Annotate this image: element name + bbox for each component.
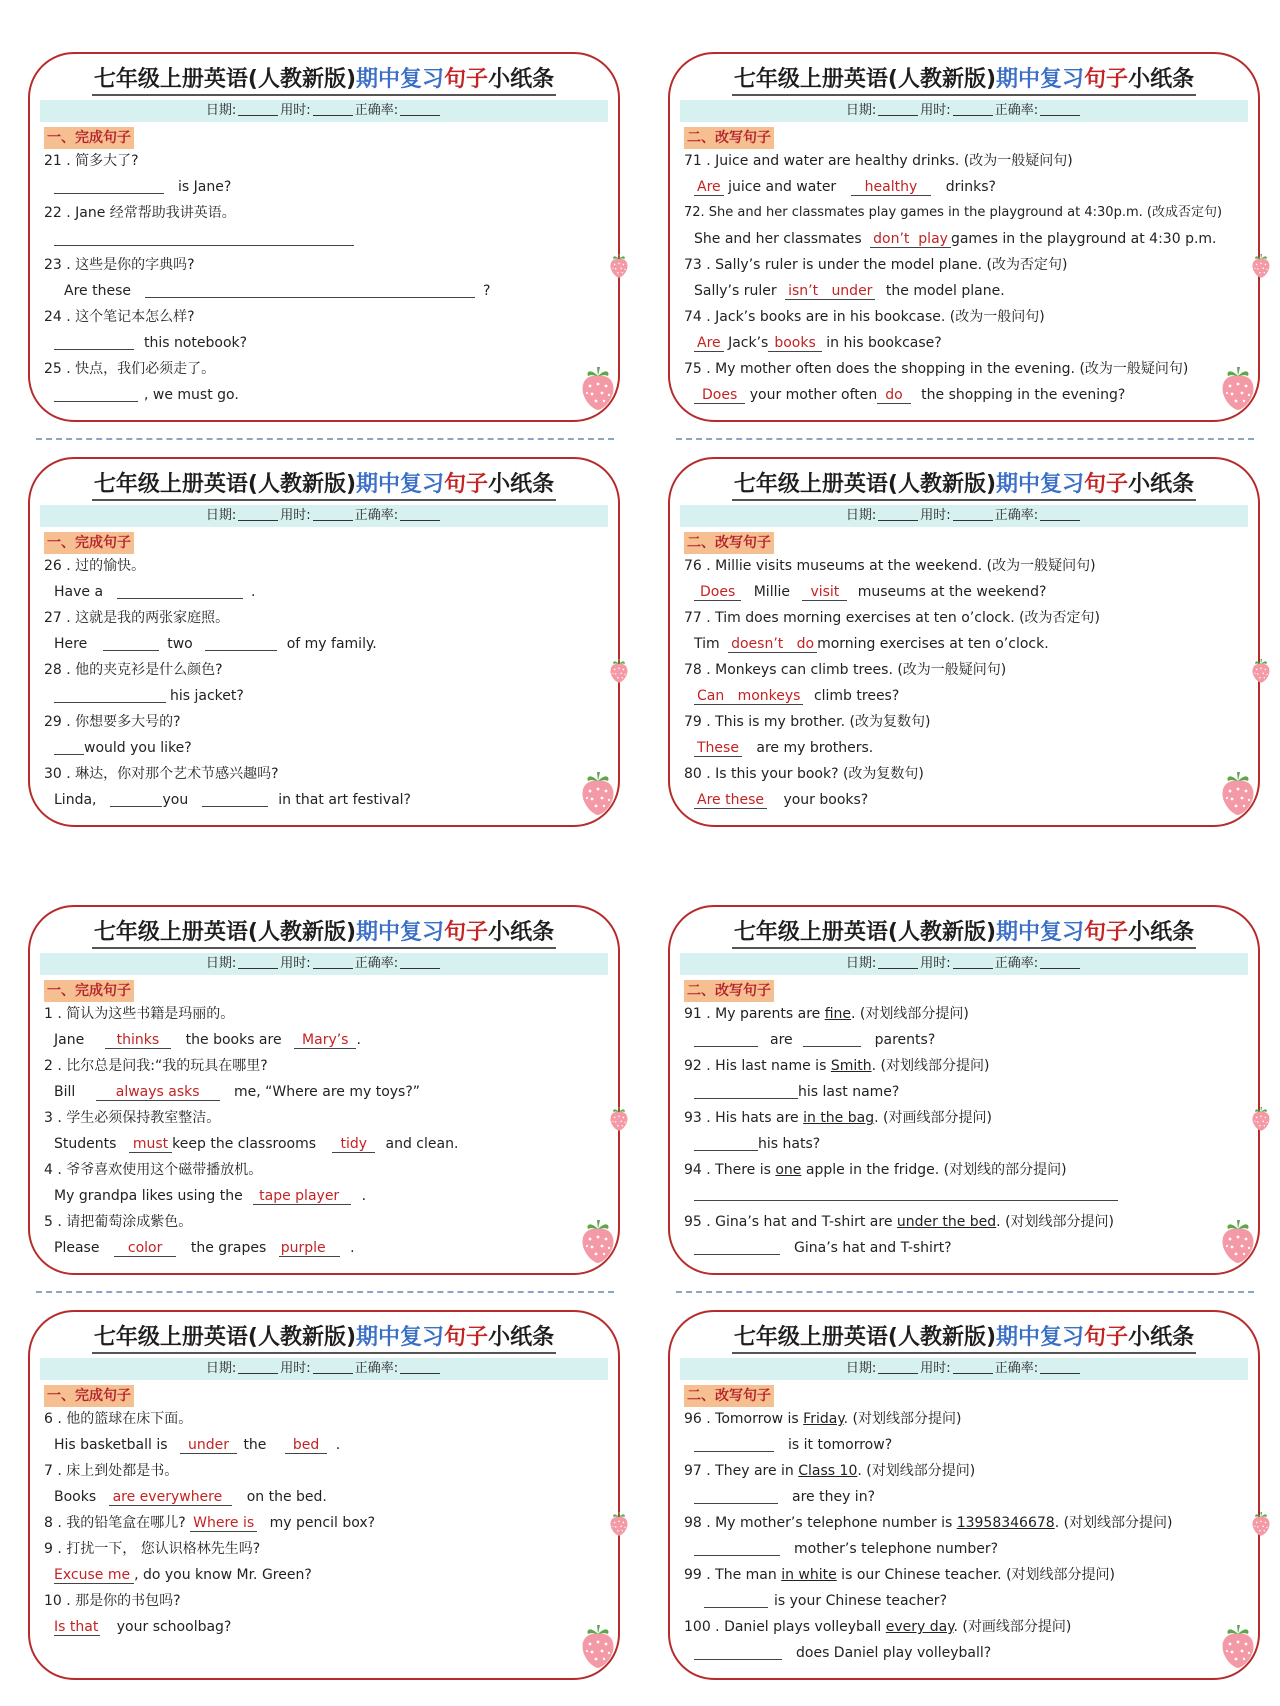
answer-95: Gina’s hat and T-shirt? bbox=[694, 1238, 952, 1258]
answer-word: Excuse me bbox=[54, 1567, 134, 1584]
blank[interactable] bbox=[694, 1643, 782, 1660]
info-bar: 日期: 用时: 正确率: bbox=[680, 1358, 1248, 1380]
title-underline bbox=[92, 499, 556, 501]
strawberry-icon bbox=[608, 1510, 630, 1536]
answer-71: Are juice and water healthy drinks? bbox=[694, 177, 996, 197]
answer-22 bbox=[54, 229, 354, 249]
section-label: 一、完成句子 bbox=[44, 127, 134, 149]
strawberry-icon bbox=[1218, 364, 1258, 410]
question-28: 28 . 他的夹克衫是什么颜色? bbox=[44, 662, 223, 678]
strawberry-icon bbox=[608, 657, 630, 683]
answer-word: visit bbox=[802, 584, 847, 601]
question-7: 7 . 床上到处都是书。 bbox=[44, 1463, 179, 1479]
answer-word: tidy bbox=[332, 1136, 375, 1153]
answer-91: are parents? bbox=[694, 1030, 935, 1050]
card-title: 七年级上册英语(人教新版)期中复习句子小纸条 bbox=[93, 920, 555, 945]
question-72: 72. She and her classmates play games in the playground at 4:30p.m. (改成否定句) bbox=[684, 205, 1223, 220]
note-card-6-10 bbox=[28, 1310, 620, 1680]
answer-76: Does Millie visit museums at the weekend? bbox=[694, 582, 1046, 602]
section-label: 二、改写句子 bbox=[684, 532, 774, 554]
question-25: 25 . 快点，我们必须走了。 bbox=[44, 361, 216, 377]
answer-10: Is that your schoolbag? bbox=[54, 1619, 232, 1635]
question-5: 5 . 请把葡萄涂成紫色。 bbox=[44, 1214, 193, 1230]
strawberry-icon bbox=[578, 769, 618, 815]
question-10: 10 . 那是你的书包吗? bbox=[44, 1593, 181, 1609]
blank[interactable] bbox=[694, 1184, 1118, 1201]
info-bar: 日期: 用时: 正确率: bbox=[40, 1358, 608, 1380]
note-card-76-80 bbox=[668, 457, 1260, 827]
question-8: 8 . 我的铅笔盒在哪儿? Where is my pencil box? bbox=[44, 1515, 376, 1531]
answer-72: She and her classmates don’t play games in the playground at 4:30 p.m. bbox=[694, 231, 1217, 247]
answer-6: His basketball is under the bed . bbox=[54, 1437, 341, 1453]
info-bar: 日期: 用时: 正确率: bbox=[40, 953, 608, 975]
blank[interactable] bbox=[694, 1030, 758, 1047]
answer-word: purple bbox=[279, 1240, 340, 1257]
question-75: 75 . My mother often does the shopping in the evening. (改为一般疑问句) bbox=[684, 361, 1189, 377]
answer-word: must bbox=[129, 1136, 172, 1153]
card-title: 七年级上册英语(人教新版)期中复习句子小纸条 bbox=[733, 1325, 1195, 1350]
info-bar: 日期: 用时: 正确率: bbox=[680, 100, 1248, 122]
card-title: 七年级上册英语(人教新版)期中复习句子小纸条 bbox=[93, 67, 555, 92]
answer-97: are they in? bbox=[694, 1487, 875, 1507]
separator-line bbox=[676, 1291, 1254, 1293]
answer-30: Linda, you in that art festival? bbox=[54, 792, 411, 808]
question-93: 93 . His hats are in the bag. (对画线部分提问) bbox=[684, 1110, 992, 1126]
title-underline bbox=[92, 94, 556, 96]
strawberry-icon bbox=[1250, 657, 1272, 683]
answer-29: would you like? bbox=[54, 738, 192, 758]
blank[interactable] bbox=[694, 1487, 778, 1504]
title-underline bbox=[92, 947, 556, 949]
answer-word: under bbox=[180, 1437, 237, 1454]
answer-word: Where is bbox=[190, 1515, 257, 1532]
question-78: 78 . Monkeys can climb trees. (改为一般疑问句) bbox=[684, 662, 1007, 678]
answer-92: his last name? bbox=[694, 1082, 899, 1102]
question-24: 24 . 这个笔记本怎么样? bbox=[44, 309, 195, 325]
title-underline bbox=[732, 499, 1196, 501]
answer-word: isn’t under bbox=[785, 283, 875, 300]
answer-5: Please color the grapes purple . bbox=[54, 1240, 355, 1256]
answer-74: Are Jack’s books in his bookcase? bbox=[694, 333, 942, 353]
info-bar: 日期: 用时: 正确率: bbox=[680, 953, 1248, 975]
blank[interactable] bbox=[205, 634, 277, 651]
answer-78: Can monkeys climb trees? bbox=[694, 686, 899, 706]
question-100: 100 . Daniel plays volleyball every day. (对画线部分提问) bbox=[684, 1619, 1072, 1635]
question-99: 99 . The man in white is our Chinese teacher. (对划线部分提问) bbox=[684, 1567, 1116, 1583]
strawberry-icon bbox=[578, 364, 618, 410]
blank[interactable] bbox=[145, 281, 475, 298]
answer-word: books bbox=[768, 335, 821, 352]
question-30: 30 . 琳达，你对那个艺术节感兴趣吗? bbox=[44, 766, 279, 782]
blank[interactable] bbox=[694, 1238, 780, 1255]
title-underline bbox=[732, 94, 1196, 96]
answer-word: thinks bbox=[105, 1032, 172, 1049]
section-label: 二、改写句子 bbox=[684, 980, 774, 1002]
question-92: 92 . His last name is Smith. (对划线部分提问) bbox=[684, 1058, 990, 1074]
section-label: 一、完成句子 bbox=[44, 980, 134, 1002]
card-title: 七年级上册英语(人教新版)期中复习句子小纸条 bbox=[733, 920, 1195, 945]
title-underline bbox=[732, 947, 1196, 949]
strawberry-icon bbox=[608, 1105, 630, 1131]
answer-96: is it tomorrow? bbox=[694, 1435, 892, 1455]
info-bar: 日期: 用时: 正确率: bbox=[40, 100, 608, 122]
blank[interactable] bbox=[54, 333, 134, 350]
answer-word: Can monkeys bbox=[694, 688, 803, 705]
answer-word: don’t play bbox=[870, 231, 951, 248]
section-label: 二、改写句子 bbox=[684, 127, 774, 149]
info-bar: 日期: 用时: 正确率: bbox=[680, 505, 1248, 527]
answer-word: Does bbox=[694, 387, 745, 404]
question-23: 23 . 这些是你的字典吗? bbox=[44, 257, 195, 273]
question-73: 73 . Sally’s ruler is under the model plane. (改为否定句) bbox=[684, 257, 1068, 273]
question-71: 71 . Juice and water are healthy drinks. (改为一般疑问句) bbox=[684, 153, 1073, 169]
blank[interactable] bbox=[54, 738, 84, 755]
blank[interactable] bbox=[694, 1435, 774, 1452]
answer-77: Tim doesn’t do morning exercises at ten o’clock. bbox=[694, 636, 1049, 652]
answer-word: Is that bbox=[54, 1619, 99, 1635]
title-underline bbox=[92, 1352, 556, 1354]
blank[interactable] bbox=[694, 1082, 798, 1099]
strawberry-icon bbox=[578, 1622, 618, 1668]
answer-word: tape player bbox=[253, 1188, 351, 1205]
strawberry-icon bbox=[1250, 1510, 1272, 1536]
section-label: 一、完成句子 bbox=[44, 1385, 134, 1407]
question-80: 80 . Is this your book? (改为复数句) bbox=[684, 766, 924, 782]
question-6: 6 . 他的篮球在床下面。 bbox=[44, 1411, 193, 1427]
answer-100: does Daniel play volleyball? bbox=[694, 1643, 991, 1663]
strawberry-icon bbox=[1250, 1105, 1272, 1131]
note-card-96-100 bbox=[668, 1310, 1260, 1680]
separator-line bbox=[36, 1291, 614, 1293]
question-29: 29 . 你想要多大号的? bbox=[44, 714, 181, 730]
question-98: 98 . My mother’s telephone number is 13958346678. (对划线部分提问) bbox=[684, 1515, 1173, 1531]
blank[interactable] bbox=[54, 385, 138, 402]
blank[interactable] bbox=[704, 1591, 768, 1608]
blank[interactable] bbox=[694, 1539, 780, 1556]
card-title: 七年级上册英语(人教新版)期中复习句子小纸条 bbox=[93, 1325, 555, 1350]
question-9: 9 . 打扰一下， 您认识格林先生吗? bbox=[44, 1541, 261, 1557]
question-79: 79 . This is my brother. (改为复数句) bbox=[684, 714, 931, 730]
answer-word: Are bbox=[694, 179, 724, 196]
answer-word: do bbox=[877, 387, 910, 404]
question-94: 94 . There is one apple in the fridge. (对划线的部分提问) bbox=[684, 1162, 1067, 1178]
blank[interactable] bbox=[803, 1030, 861, 1047]
answer-word: are everywhere bbox=[109, 1489, 233, 1506]
answer-word: color bbox=[114, 1240, 176, 1257]
blank[interactable] bbox=[694, 1134, 758, 1151]
title-underline bbox=[732, 1352, 1196, 1354]
question-97: 97 . They are in Class 10. (对划线部分提问) bbox=[684, 1463, 976, 1479]
answer-73: Sally’s ruler isn’t under the model plane. bbox=[694, 283, 1005, 299]
question-95: 95 . Gina’s hat and T-shirt are under the bed. (对划线部分提问) bbox=[684, 1214, 1114, 1230]
question-26: 26 . 过的愉快。 bbox=[44, 558, 146, 574]
card-title: 七年级上册英语(人教新版)期中复习句子小纸条 bbox=[733, 472, 1195, 497]
info-bar: 日期: 用时: 正确率: bbox=[40, 505, 608, 527]
question-1: 1 . 简认为这些书籍是玛丽的。 bbox=[44, 1006, 235, 1022]
note-card-71-75 bbox=[668, 52, 1260, 422]
answer-1: Jane thinks the books are Mary’s . bbox=[54, 1032, 361, 1048]
blank[interactable] bbox=[117, 582, 243, 599]
question-22: 22 . Jane 经常帮助我讲英语。 bbox=[44, 205, 236, 221]
answer-99: is your Chinese teacher? bbox=[694, 1591, 947, 1611]
answer-94 bbox=[694, 1184, 1118, 1204]
note-card-91-95 bbox=[668, 905, 1260, 1275]
answer-21: is Jane? bbox=[54, 177, 231, 197]
question-4: 4 . 爷爷喜欢使用这个磁带播放机。 bbox=[44, 1162, 263, 1178]
answer-3: Students must keep the classrooms tidy and clean. bbox=[54, 1136, 459, 1152]
answer-word: Are these bbox=[694, 792, 767, 809]
answer-28: his jacket? bbox=[54, 686, 244, 706]
blank[interactable] bbox=[103, 634, 159, 651]
question-21: 21 . 简多大了? bbox=[44, 153, 139, 169]
answer-word: Does bbox=[694, 584, 741, 601]
answer-26: Have a . bbox=[54, 584, 256, 600]
question-76: 76 . Millie visits museums at the weekend. (改为一般疑问句) bbox=[684, 558, 1096, 574]
question-77: 77 . Tim does morning exercises at ten o’clock. (改为否定句) bbox=[684, 610, 1101, 626]
answer-98: mother’s telephone number? bbox=[694, 1539, 998, 1559]
strawberry-icon bbox=[1218, 1622, 1258, 1668]
strawberry-icon bbox=[1218, 769, 1258, 815]
answer-4: My grandpa likes using the tape player . bbox=[54, 1188, 367, 1204]
question-96: 96 . Tomorrow is Friday. (对划线部分提问) bbox=[684, 1411, 962, 1427]
answer-25: , we must go. bbox=[54, 385, 239, 405]
note-card-26-30 bbox=[28, 457, 620, 827]
blank[interactable] bbox=[202, 790, 268, 807]
note-card-1-5 bbox=[28, 905, 620, 1275]
blank[interactable] bbox=[110, 790, 162, 807]
question-27: 27 . 这就是我的两张家庭照。 bbox=[44, 610, 230, 626]
answer-word: always asks bbox=[96, 1084, 220, 1101]
answer-93: his hats? bbox=[694, 1134, 820, 1154]
question-91: 91 . My parents are fine. (对划线部分提问) bbox=[684, 1006, 969, 1022]
answer-9: Excuse me , do you know Mr. Green? bbox=[54, 1567, 312, 1583]
blank[interactable] bbox=[54, 229, 354, 246]
answer-word: doesn’t do bbox=[728, 636, 817, 653]
answer-75: Does your mother often do the shopping in the evening? bbox=[694, 385, 1125, 405]
blank[interactable] bbox=[54, 686, 166, 703]
question-2: 2 . 比尔总是问我:“我的玩具在哪里? bbox=[44, 1058, 268, 1074]
answer-word: These bbox=[694, 740, 742, 757]
question-74: 74 . Jack’s books are in his bookcase. (改为一般问句) bbox=[684, 309, 1045, 325]
strawberry-icon bbox=[578, 1217, 618, 1263]
strawberry-icon bbox=[608, 252, 630, 278]
answer-word: Mary’s bbox=[294, 1032, 356, 1049]
answer-2: Bill always asks me, “Where are my toys?” bbox=[54, 1084, 421, 1100]
answer-word: Are bbox=[694, 335, 724, 352]
question-3: 3 . 学生必须保持教室整洁。 bbox=[44, 1110, 221, 1126]
separator-line bbox=[676, 438, 1254, 440]
answer-7: Books are everywhere on the bed. bbox=[54, 1489, 327, 1505]
card-title: 七年级上册英语(人教新版)期中复习句子小纸条 bbox=[733, 67, 1195, 92]
answer-27: Here two of my family. bbox=[54, 636, 377, 652]
separator-line bbox=[36, 438, 614, 440]
answer-word: healthy bbox=[851, 179, 932, 196]
strawberry-icon bbox=[1250, 252, 1272, 278]
answer-24: this notebook? bbox=[54, 333, 247, 353]
answer-80: Are these your books? bbox=[694, 790, 868, 810]
section-label: 二、改写句子 bbox=[684, 1385, 774, 1407]
note-card-21-25 bbox=[28, 52, 620, 422]
blank[interactable] bbox=[54, 177, 164, 194]
answer-79: These are my brothers. bbox=[694, 738, 873, 758]
card-title: 七年级上册英语(人教新版)期中复习句子小纸条 bbox=[93, 472, 555, 497]
section-label: 一、完成句子 bbox=[44, 532, 134, 554]
answer-word: bed bbox=[285, 1437, 327, 1454]
answer-23: Are these ? bbox=[64, 283, 491, 299]
strawberry-icon bbox=[1218, 1217, 1258, 1263]
